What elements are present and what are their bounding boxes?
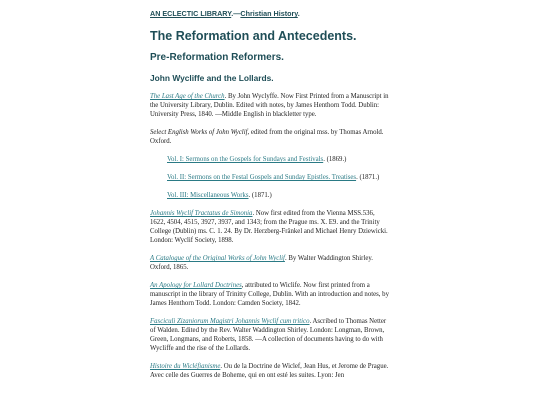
- volume-link[interactable]: Vol. II: Sermons on the Festal Gospels and Sunday Epistles. Treatises: [167, 174, 357, 181]
- breadcrumb-site-link[interactable]: AN ECLECTIC LIBRARY: [150, 9, 232, 18]
- bibliography-entry: [150, 92, 390, 119]
- entry-title-link[interactable]: The Last Age of the Church: [150, 93, 225, 100]
- entry-text: . Ou de la Doctrine de Wiclef, Jean Hus, et Jerome de Prague. Avec celle des Guerres de Boheme, qui en ont esté les suites. Lyon: Jen: [150, 363, 389, 379]
- bibliography-entry: [150, 317, 390, 353]
- subsection-heading: John Wycliffe and the Lollards.: [150, 73, 274, 83]
- entry-title-link[interactable]: An Apology for Lollard Doctrines: [150, 282, 242, 289]
- entry-text: . (1871.): [248, 192, 272, 199]
- breadcrumb: [150, 9, 390, 19]
- main-content: [150, 9, 390, 389]
- volume-link[interactable]: Vol. I: Sermons on the Gospels for Sundays and Festivals: [167, 156, 324, 163]
- breadcrumb-section-link[interactable]: Christian History: [240, 9, 298, 18]
- breadcrumb-end: .: [297, 9, 300, 18]
- entry-text: . By Walter Waddington Shirley. Oxford, 1865.: [150, 255, 374, 271]
- entry-text: . (1871.): [356, 174, 380, 181]
- entry-title-link[interactable]: Johannis Wyclif Tractatus de Simonia: [150, 210, 253, 217]
- volume-entry: [167, 191, 390, 200]
- entry-text: . Ascribed to Thomas Netter of Walden. Edited by the Rev. Walter Waddington Shirley. London: Longman, Brown, Green, Longmans, and Roberts, 1858. —A collection of documents having to do with Wycliffe and the rise of the Lollards.: [150, 318, 387, 352]
- volume-link[interactable]: Vol. III: Miscellaneous Works: [167, 192, 249, 199]
- entry-title-link[interactable]: Fasciculi Zizaniorum Magistri Johannis Wyclif cum tritico: [150, 318, 310, 325]
- entry-text: , attributed to Wiclife. Now first printed from a manuscript in the library of Trinitty College, Dublin. With an introduction and notes, by James Henthorn Todd. London: Camden Society, 1842.: [150, 282, 389, 307]
- bibliography-entry: [150, 209, 390, 245]
- bibliography-entry: [150, 254, 390, 272]
- entry-text: . Now first edited from the Vienna MSS.536, 1622, 4504, 4515, 3927, 3937, and 1343; from the Prague ms. X. E9. and the Trinity College (Dublin) ms. C. 1. 24. By Dr. Herzberg-Fränkel and Michael Henry Dziewicki. London: Wyclif Society, 1898.: [150, 210, 388, 244]
- entry-text: . (1869.): [323, 156, 347, 163]
- bibliography-entry: [150, 128, 390, 146]
- entry-text: edited from the original mss. by Thomas Arnold. Oxford.: [150, 129, 384, 145]
- entry-title: Select English Works of John Wyclif,: [150, 129, 250, 136]
- page-title: The Reformation and Antecedents.: [150, 29, 357, 43]
- section-heading: Pre-Reformation Reformers.: [150, 52, 284, 63]
- breadcrumb-separator: .—: [231, 9, 241, 18]
- bibliography-list: [150, 92, 390, 380]
- entry-title-link[interactable]: A Catalogue of the Original Works of John Wyclif: [150, 255, 285, 262]
- volume-entry: [167, 173, 390, 182]
- bibliography-entry: [150, 281, 390, 308]
- volume-entry: [167, 155, 390, 164]
- entry-title-link[interactable]: Histoire du Wicléfianisme: [150, 363, 221, 370]
- entry-text: . By John Wyclyffe. Now First Printed from a Manuscript in the University Library, Dublin. Edited with notes, by James Henthorn Todd. Dublin: University Press, 1840. —Middle English in blackletter type.: [150, 93, 389, 118]
- bibliography-entry: [150, 362, 390, 380]
